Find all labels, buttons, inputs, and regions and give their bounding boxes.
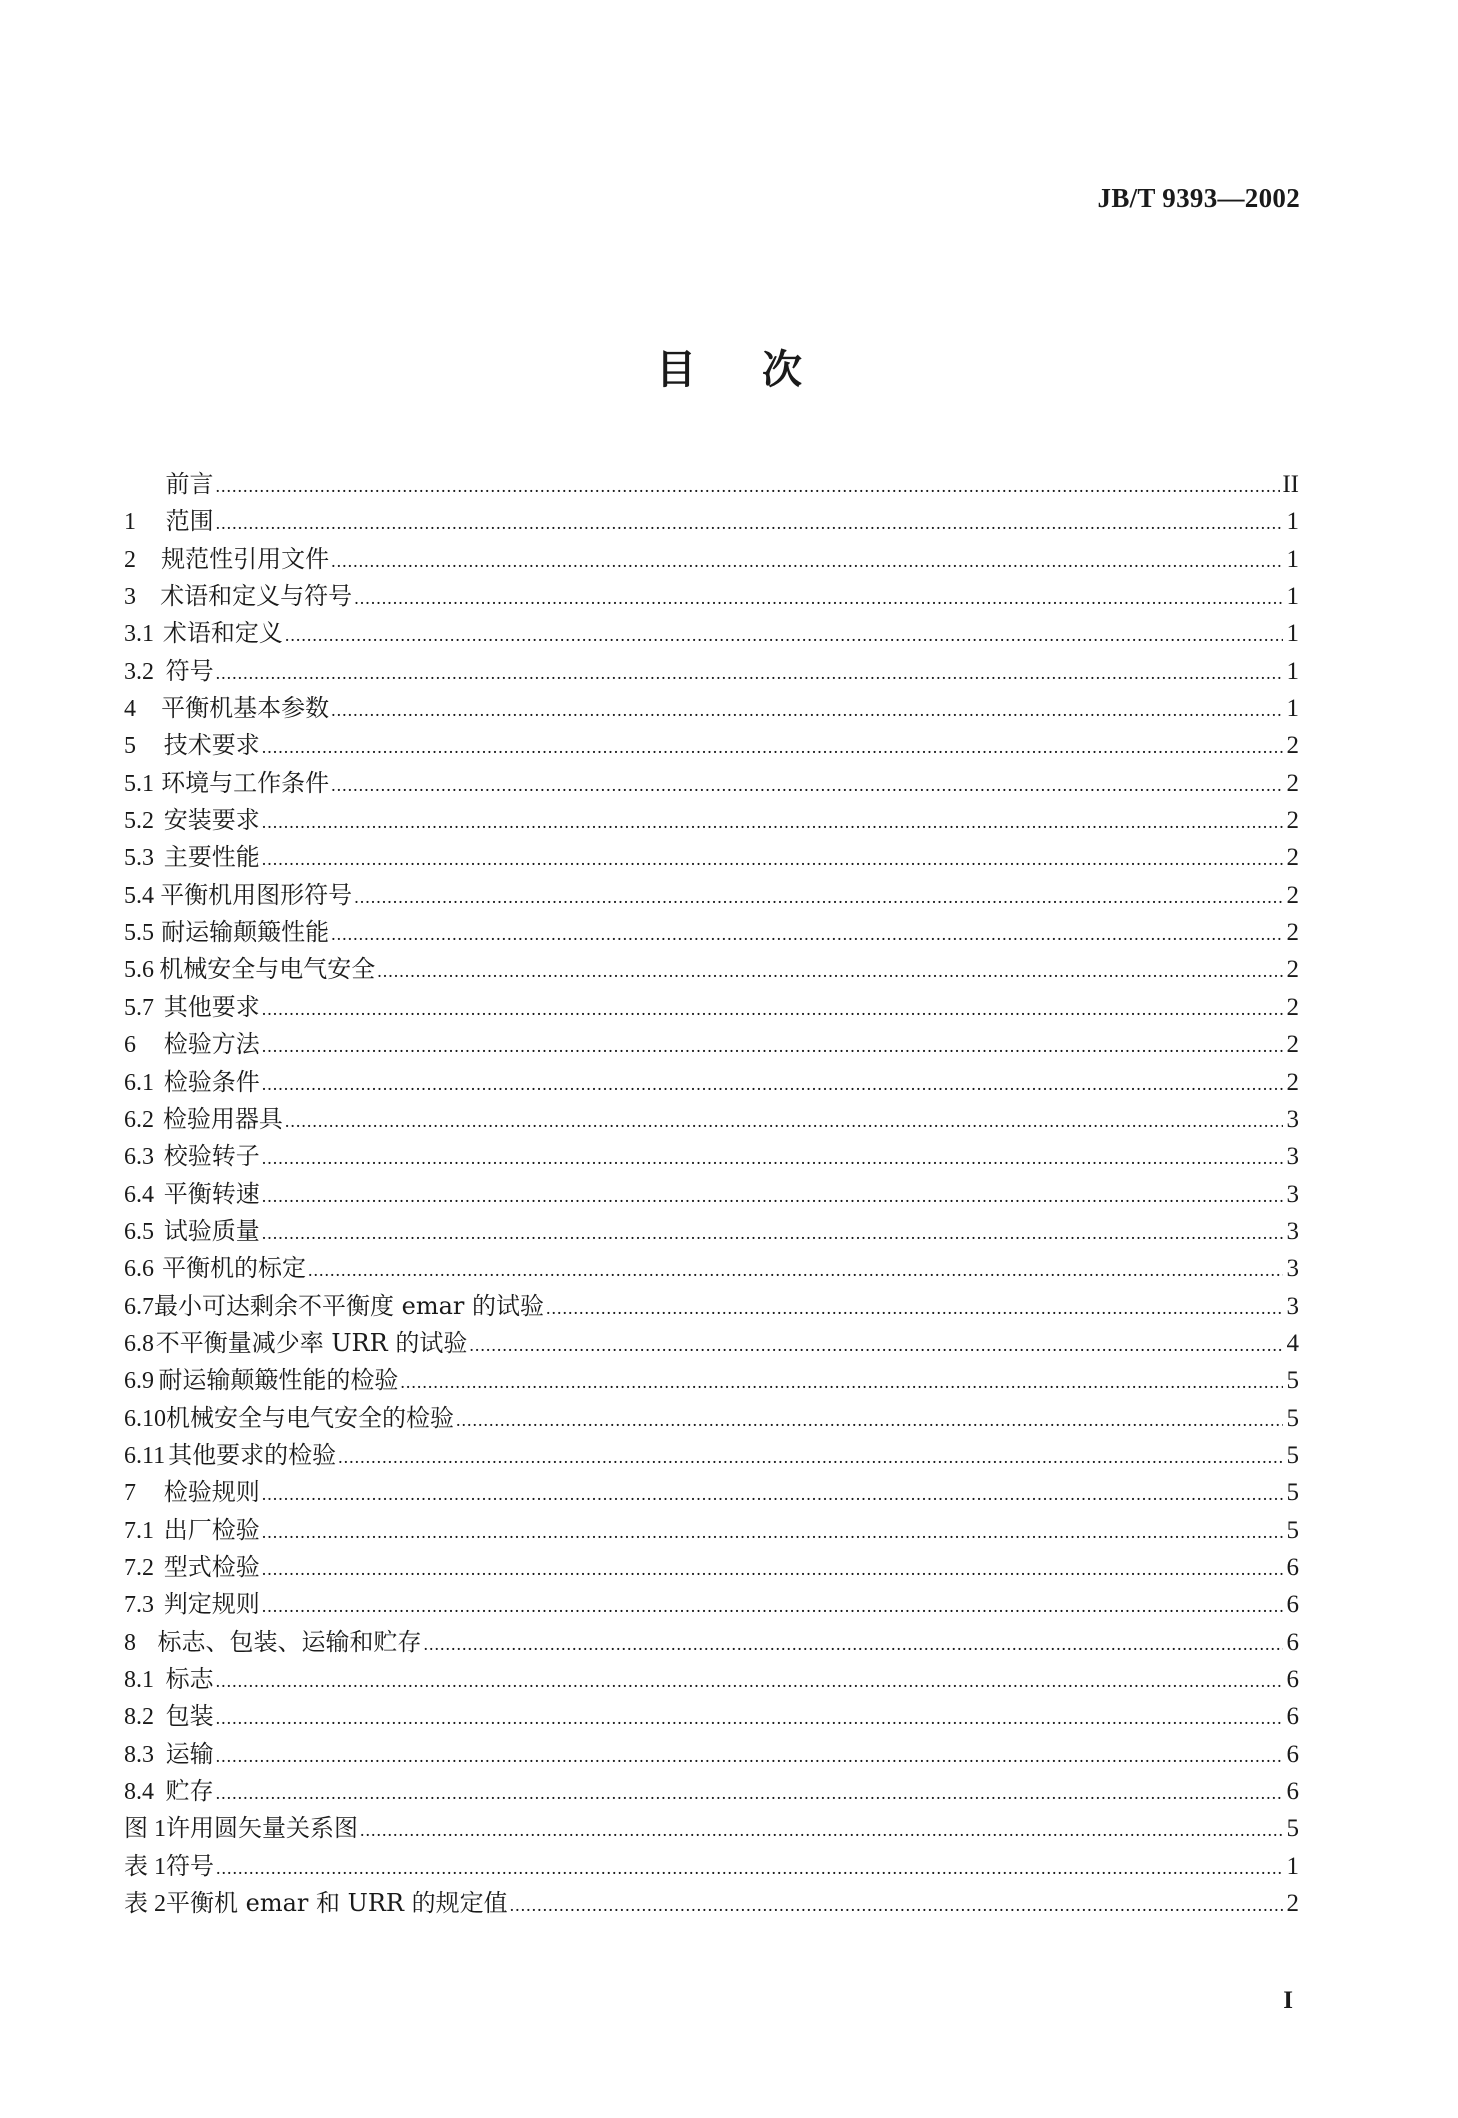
dot-leader xyxy=(510,1887,1283,1924)
toc-entry-title: 主要性能 xyxy=(163,843,260,872)
toc-entry-number: 2 xyxy=(124,546,136,573)
dot-leader xyxy=(469,1327,1283,1364)
toc-entry-title: 技术要求 xyxy=(163,731,260,760)
toc-entry-number: 1 xyxy=(124,509,136,536)
toc-entry-number: 6.9 xyxy=(124,1368,154,1395)
toc-entry-title: 前言 xyxy=(165,470,214,498)
toc-entry-title: 出厂检验 xyxy=(163,1515,260,1544)
dot-leader xyxy=(216,1738,1283,1775)
toc-entry-number: 4 xyxy=(124,696,136,723)
toc-entry-page: 5 xyxy=(1286,1367,1299,1395)
toc-entry-title: 型式检验 xyxy=(163,1552,260,1581)
toc-entry-number: 表 2 xyxy=(124,1891,166,1918)
toc-entry-page: 1 xyxy=(1286,695,1299,723)
toc-entry[interactable] xyxy=(124,1176,1299,1213)
toc-entry-number: 5.7 xyxy=(124,994,154,1021)
toc-entry-page: 3 xyxy=(1286,1143,1299,1171)
toc-entry[interactable] xyxy=(124,1773,1299,1810)
dot-leader xyxy=(262,1178,1283,1215)
toc-entry-page: 4 xyxy=(1286,1329,1299,1357)
toc-entry[interactable] xyxy=(124,1213,1299,1250)
toc-entry[interactable] xyxy=(124,914,1299,951)
toc-entry-number: 6 xyxy=(124,1032,136,1059)
toc-entry-page: 6 xyxy=(1286,1591,1299,1619)
toc-entry[interactable] xyxy=(124,466,1299,503)
toc-entry-page: 6 xyxy=(1286,1778,1299,1806)
toc-entry-title: 耐运输颠簸性能的检验 xyxy=(158,1366,399,1395)
toc-entry-number: 6.4 xyxy=(124,1181,154,1208)
toc-entry-title: 判定规则 xyxy=(163,1590,260,1619)
toc-entry-title: 检验条件 xyxy=(163,1067,260,1096)
toc-entry[interactable] xyxy=(124,1138,1299,1175)
toc-entry-page: 6 xyxy=(1286,1628,1299,1656)
toc-entry-title: 检验规则 xyxy=(163,1478,260,1507)
toc-entry-page: 2 xyxy=(1286,807,1299,835)
toc-entry-title: 检验用器具 xyxy=(162,1104,283,1133)
toc-entry-page: 2 xyxy=(1286,881,1299,909)
toc-entry-title: 机械安全与电气安全 xyxy=(159,955,376,984)
toc-entry-number: 6.11 xyxy=(124,1442,166,1469)
toc-entry-number: 8.3 xyxy=(124,1741,154,1768)
toc-entry[interactable] xyxy=(124,1810,1299,1847)
dot-leader xyxy=(546,1290,1283,1327)
toc-entry[interactable] xyxy=(124,951,1299,988)
toc-entry[interactable] xyxy=(124,1026,1299,1063)
dot-leader xyxy=(262,1514,1283,1551)
table-of-contents xyxy=(124,466,1299,1922)
toc-entry-number: 6.5 xyxy=(124,1218,154,1245)
toc-entry-page: 2 xyxy=(1286,993,1299,1021)
toc-entry-page: 3 xyxy=(1286,1217,1299,1245)
toc-entry-title: 许用圆矢量关系图 xyxy=(166,1814,358,1843)
toc-entry-page: 2 xyxy=(1286,769,1299,797)
dot-leader xyxy=(262,1551,1283,1588)
toc-entry[interactable] xyxy=(124,615,1299,652)
dot-leader xyxy=(262,841,1283,878)
toc-entry[interactable] xyxy=(124,1064,1299,1101)
toc-entry-page: 5 xyxy=(1286,1516,1299,1544)
dot-leader xyxy=(262,1066,1283,1103)
dot-leader xyxy=(262,729,1283,766)
toc-entry-number: 6.3 xyxy=(124,1144,154,1171)
toc-entry-title: 环境与工作条件 xyxy=(161,768,330,797)
toc-entry-title: 检验方法 xyxy=(163,1030,260,1059)
toc-entry-page: 6 xyxy=(1286,1703,1299,1731)
toc-entry[interactable] xyxy=(124,1400,1299,1437)
toc-entry-number: 5.1 xyxy=(124,770,154,797)
toc-entry-page: 2 xyxy=(1286,1890,1299,1918)
toc-entry[interactable] xyxy=(124,1848,1299,1885)
toc-entry[interactable] xyxy=(124,1549,1299,1586)
toc-entry-number: 6.6 xyxy=(124,1256,154,1283)
dot-leader xyxy=(360,1812,1283,1849)
toc-entry-page: 1 xyxy=(1286,657,1299,685)
toc-entry-page: II xyxy=(1282,471,1299,498)
toc-entry-page: 2 xyxy=(1286,956,1299,984)
toc-entry-title: 不平衡量减少率 URR 的试验 xyxy=(155,1328,468,1357)
toc-entry-number: 6.1 xyxy=(124,1069,154,1096)
toc-entry-title: 其他要求的检验 xyxy=(168,1440,337,1469)
dot-leader xyxy=(285,1103,1283,1140)
toc-entry-page: 5 xyxy=(1286,1479,1299,1507)
toc-entry-number: 8.2 xyxy=(124,1704,154,1731)
toc-entry-number: 3.2 xyxy=(124,658,154,685)
page-title: 目次 xyxy=(656,346,868,393)
toc-entry-title: 术语和定义与符号 xyxy=(160,582,353,611)
toc-entry-page: 2 xyxy=(1286,1068,1299,1096)
toc-entry-number: 6.8 xyxy=(124,1330,154,1357)
toc-entry-page: 2 xyxy=(1286,1031,1299,1059)
toc-entry-number: 5 xyxy=(124,733,136,760)
toc-entry[interactable] xyxy=(124,765,1299,802)
toc-entry-number: 5.2 xyxy=(124,808,154,835)
dot-leader xyxy=(377,953,1283,990)
toc-entry-page: 5 xyxy=(1286,1815,1299,1843)
toc-entry[interactable] xyxy=(124,1512,1299,1549)
toc-entry[interactable] xyxy=(124,1474,1299,1511)
toc-entry[interactable] xyxy=(124,877,1299,914)
toc-entry[interactable] xyxy=(124,578,1299,615)
toc-entry-page: 2 xyxy=(1286,844,1299,872)
toc-entry-page: 2 xyxy=(1286,732,1299,760)
toc-entry-number: 6.2 xyxy=(124,1106,154,1133)
toc-entry-number: 8.1 xyxy=(124,1667,154,1693)
toc-entry-number: 5.6 xyxy=(124,957,154,984)
dot-leader xyxy=(331,916,1283,953)
toc-entry[interactable] xyxy=(124,1101,1299,1138)
toc-entry[interactable] xyxy=(124,690,1299,727)
dot-leader xyxy=(216,1850,1283,1887)
dot-leader xyxy=(216,1663,1283,1700)
toc-entry[interactable] xyxy=(124,1437,1299,1474)
dot-leader xyxy=(308,1252,1283,1289)
toc-entry-number: 图 1 xyxy=(124,1816,166,1843)
dot-leader xyxy=(354,580,1283,617)
toc-entry[interactable] xyxy=(124,727,1299,764)
toc-entry-page: 1 xyxy=(1286,1852,1299,1880)
toc-entry[interactable] xyxy=(124,1736,1299,1773)
toc-entry-page: 1 xyxy=(1286,508,1299,536)
toc-entry-page: 6 xyxy=(1286,1666,1299,1693)
dot-leader xyxy=(216,505,1283,542)
toc-entry-page: 5 xyxy=(1286,1404,1299,1432)
dot-leader xyxy=(354,879,1283,916)
dot-leader xyxy=(216,1700,1283,1737)
toc-entry[interactable] xyxy=(124,1661,1299,1698)
toc-entry-title: 平衡转速 xyxy=(163,1179,260,1208)
toc-entry-number: 8.4 xyxy=(124,1779,154,1806)
toc-entry[interactable] xyxy=(124,989,1299,1026)
toc-entry-page: 6 xyxy=(1286,1740,1299,1768)
toc-entry-page: 5 xyxy=(1286,1441,1299,1469)
dot-leader xyxy=(262,1215,1283,1252)
toc-entry-number: 7.1 xyxy=(124,1517,154,1544)
toc-entry-title: 机械安全与电气安全的检验 xyxy=(166,1403,454,1432)
toc-entry[interactable] xyxy=(124,503,1299,540)
toc-entry-page: 3 xyxy=(1286,1180,1299,1208)
dot-leader xyxy=(331,543,1283,580)
dot-leader xyxy=(262,1476,1283,1513)
dot-leader xyxy=(262,1140,1283,1177)
dot-leader xyxy=(262,1028,1283,1065)
toc-entry-page: 6 xyxy=(1286,1553,1299,1581)
toc-entry-title: 符号 xyxy=(166,1851,214,1880)
toc-entry-title: 平衡机用图形符号 xyxy=(160,880,353,909)
toc-entry-title: 试验质量 xyxy=(163,1216,260,1245)
dot-leader xyxy=(262,804,1283,841)
toc-entry-title: 其他要求 xyxy=(163,992,260,1021)
toc-entry-number: 5.5 xyxy=(124,920,154,947)
toc-entry-page: 1 xyxy=(1286,545,1299,573)
dot-leader xyxy=(216,655,1283,692)
toc-entry-title: 包装 xyxy=(165,1702,214,1731)
toc-entry-page: 3 xyxy=(1286,1255,1299,1283)
toc-entry-title: 平衡机 emar 和 URR 的规定值 xyxy=(166,1889,508,1918)
dot-leader xyxy=(262,991,1283,1028)
toc-entry-title: 贮存 xyxy=(165,1777,214,1806)
toc-entry[interactable] xyxy=(124,839,1299,876)
toc-entry-title: 最小可达剩余不平衡度 emar 的试验 xyxy=(154,1291,544,1320)
toc-entry-title: 术语和定义 xyxy=(162,619,283,648)
page-number: I xyxy=(1283,1987,1293,2014)
toc-entry-title: 校验转子 xyxy=(163,1142,260,1171)
dot-leader xyxy=(331,692,1283,729)
toc-entry[interactable] xyxy=(124,1885,1299,1922)
toc-entry-number: 5.4 xyxy=(124,882,154,909)
toc-entry[interactable] xyxy=(124,653,1299,690)
toc-entry-page: 3 xyxy=(1286,1292,1299,1320)
toc-entry-number: 3.1 xyxy=(124,621,154,648)
dot-leader xyxy=(400,1364,1283,1401)
toc-entry-number: 6.7 xyxy=(124,1293,154,1320)
toc-entry-title: 规范性引用文件 xyxy=(161,544,330,573)
toc-entry-number: 7 xyxy=(124,1480,136,1507)
dot-leader xyxy=(331,767,1283,804)
toc-entry[interactable] xyxy=(124,1698,1299,1735)
toc-entry-number: 8 xyxy=(124,1629,136,1656)
dot-leader xyxy=(338,1439,1283,1476)
dot-leader xyxy=(216,1775,1283,1812)
toc-entry[interactable] xyxy=(124,802,1299,839)
toc-entry-title: 运输 xyxy=(165,1739,214,1768)
toc-entry[interactable] xyxy=(124,1586,1299,1623)
dot-leader xyxy=(456,1402,1283,1439)
toc-entry[interactable] xyxy=(124,1288,1299,1325)
toc-entry-page: 1 xyxy=(1286,583,1299,611)
toc-entry[interactable] xyxy=(124,1362,1299,1399)
toc-entry[interactable] xyxy=(124,1250,1299,1287)
toc-entry-number: 7.2 xyxy=(124,1554,154,1581)
toc-entry-page: 3 xyxy=(1286,1105,1299,1133)
toc-entry-title: 安装要求 xyxy=(163,806,260,835)
dot-leader xyxy=(423,1626,1283,1663)
toc-entry-title: 耐运输颠簸性能 xyxy=(161,918,330,947)
toc-entry-number: 6.10 xyxy=(124,1405,166,1432)
toc-entry-page: 1 xyxy=(1286,620,1299,648)
toc-entry-title: 符号 xyxy=(165,656,214,685)
toc-entry-number: 7.3 xyxy=(124,1592,154,1619)
toc-entry-title: 平衡机的标定 xyxy=(161,1254,306,1283)
dot-leader xyxy=(215,468,1280,505)
toc-entry[interactable] xyxy=(124,541,1299,578)
dot-leader xyxy=(285,617,1283,654)
toc-entry-page: 2 xyxy=(1286,919,1299,947)
toc-entry-title: 标志、包装、运输和贮存 xyxy=(157,1627,422,1656)
toc-entry-title: 平衡机基本参数 xyxy=(161,694,330,723)
toc-entry-title: 范围 xyxy=(165,507,214,536)
dot-leader xyxy=(262,1588,1283,1625)
toc-entry-number: 表 1 xyxy=(124,1853,166,1880)
toc-entry-title: 标志 xyxy=(165,1665,214,1693)
toc-entry[interactable] xyxy=(124,1325,1299,1362)
standard-number: JB/T 9393—2002 xyxy=(1097,183,1300,213)
toc-entry-number: 3 xyxy=(124,584,136,611)
toc-entry-number: 5.3 xyxy=(124,845,154,872)
toc-entry[interactable] xyxy=(124,1624,1299,1661)
